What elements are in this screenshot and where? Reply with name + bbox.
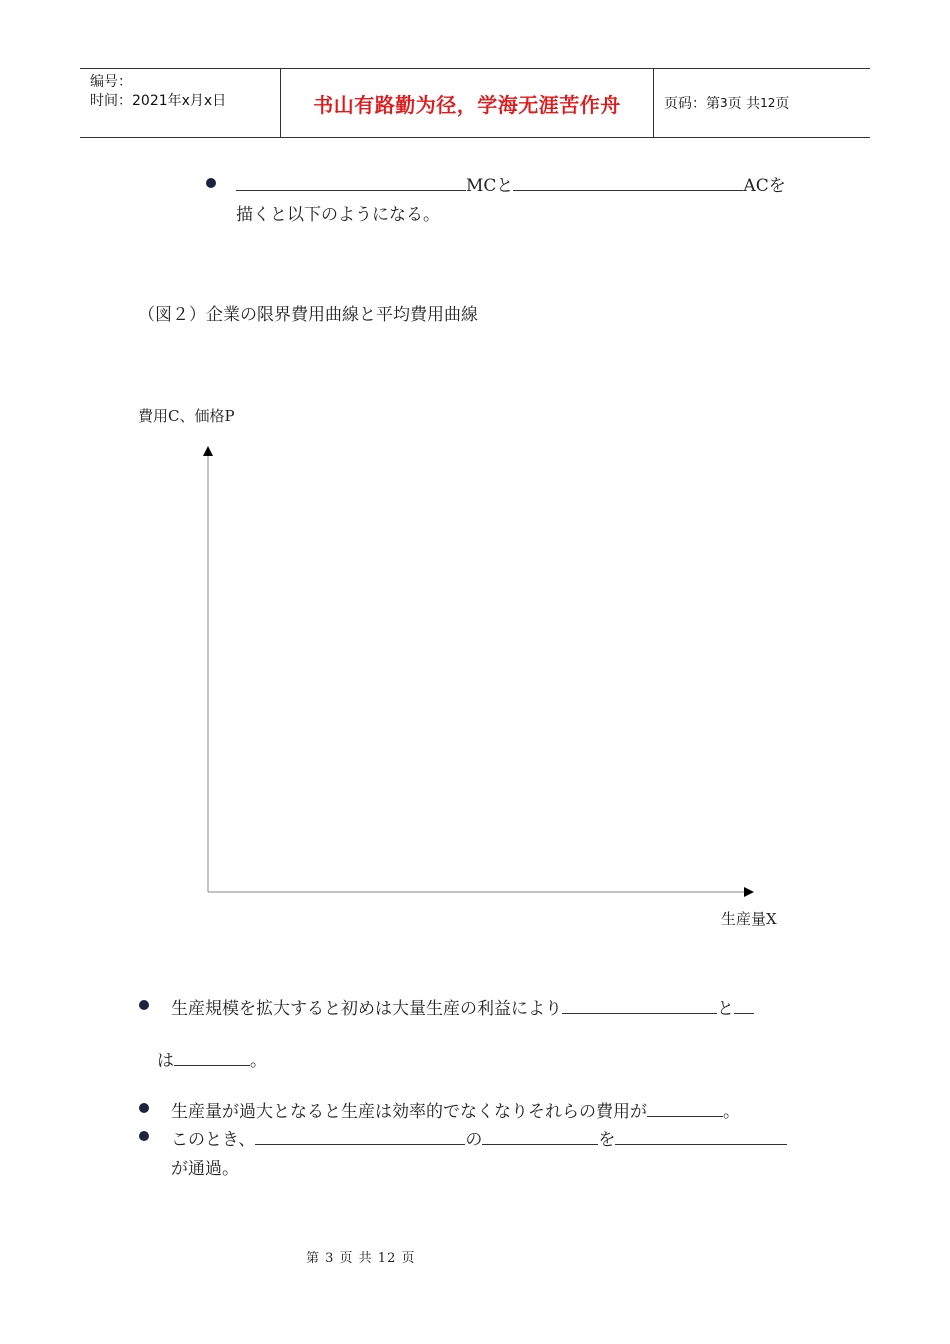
fill-blank[interactable]	[174, 1048, 250, 1066]
bullet4-line1	[171, 1125, 787, 1150]
bullet4-text: このとき、	[171, 1130, 256, 1150]
fill-blank[interactable]	[255, 1127, 465, 1145]
bullet2-wa: は	[157, 1051, 174, 1071]
bullet1-line2: 描くと以下のようになる。	[236, 205, 440, 225]
page-label: 页码：第	[664, 96, 720, 112]
bullet3-text: 生産量が過大となると生産は効率的でなくなりそれらの費用が	[171, 1102, 647, 1122]
bullet2-end: 。	[250, 1051, 267, 1071]
bullet-dot	[139, 1000, 149, 1010]
bullet-dot	[139, 1103, 149, 1113]
number-label: 编号：	[90, 74, 132, 90]
page-mid: 页 共	[727, 96, 761, 112]
figure-caption: （図２）企業の限界費用曲線と平均費用曲線	[138, 305, 478, 325]
x-axis-label: 生産量X	[721, 910, 777, 928]
bullet2-text: 生産規模を拡大すると初めは大量生産の利益により	[171, 999, 562, 1019]
fill-blank[interactable]	[482, 1127, 598, 1145]
bullet2-line2	[157, 1046, 267, 1071]
time-value: 2021年x月x日	[132, 93, 227, 109]
bullet2-line1	[171, 994, 754, 1019]
bullet4-wo: を	[598, 1130, 616, 1150]
bullet1-line1	[236, 171, 786, 196]
bullet-dot	[139, 1131, 149, 1141]
page-number: 3	[720, 96, 728, 110]
x-axis-arrow	[744, 887, 754, 897]
page-header	[80, 68, 870, 138]
header-page-info	[654, 69, 870, 137]
fill-blank[interactable]	[647, 1099, 723, 1117]
mc-text: MCと	[466, 176, 514, 196]
fill-blank[interactable]	[236, 173, 466, 191]
header-meta	[80, 69, 281, 137]
fill-blank[interactable]	[734, 996, 754, 1014]
page-footer: 第 3 页 共 12 页	[306, 1251, 416, 1266]
bullet-dot	[206, 178, 216, 188]
bullet2-to: と	[717, 999, 734, 1019]
page-end: 页	[775, 96, 790, 112]
y-axis-arrow	[203, 446, 213, 456]
time-label: 时间：	[90, 93, 132, 109]
header-motto: 书山有路勤为径，学海无涯苦作舟	[281, 69, 654, 137]
bullet4-line2: が通過。	[171, 1159, 239, 1179]
time-line	[90, 92, 280, 111]
fill-blank[interactable]	[562, 996, 717, 1014]
bullet3-line	[171, 1097, 740, 1122]
bullet3-end: 。	[723, 1102, 740, 1122]
bullet4-no: の	[465, 1130, 483, 1150]
ac-text: ACを	[743, 176, 786, 196]
y-axis-label: 費用C、価格P	[138, 407, 235, 425]
page-total: 12	[760, 96, 776, 110]
fill-blank[interactable]	[513, 173, 743, 191]
fill-blank[interactable]	[615, 1127, 787, 1145]
